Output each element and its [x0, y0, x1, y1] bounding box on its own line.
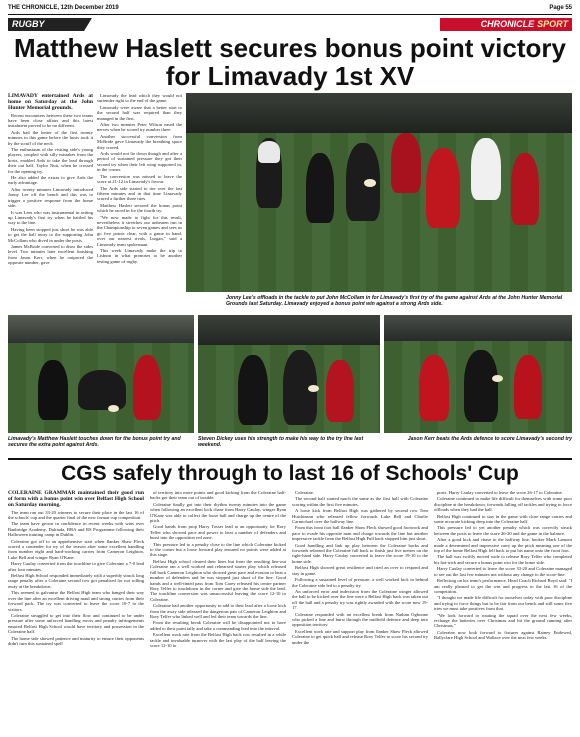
photo-haslett-try	[8, 315, 194, 433]
story2-headline: CGS safely through to last 16 of Schools' Cup	[61, 462, 519, 485]
article-paragraph: James McBride converted to draw the sides level. Two minutes later excellent finishing from Jason Kerr, when he outpaced the opposite number, gave	[8, 243, 93, 266]
article-paragraph: Reflecting on his team's performance, Head Coach Richard Boyd said: "I am really pleased to get the win and progress to the last 16 of the competition.	[434, 578, 572, 594]
article-paragraph: Coleraine had another opportunity to add to their lead after a loose kick from the away side released the dangerous pair of Cameron Leighton and Rory Telfer who linked well and led their team towards the line.	[150, 603, 286, 619]
article-paragraph: Limavady the lead which they would not surrender right to the end of the game.	[97, 93, 182, 104]
article-paragraph: After two minutes Peter Wilson eased the nerves when he scored try number three.	[97, 122, 182, 133]
article-paragraph: Coleraine got off to an apprehensive start when flanker Shaw Fleck scored a contender for try of the season after some excellent handling from number eight and hard-working carries from Cameron Leighton, Luke Bell and winger Ryan O'Kane.	[8, 538, 144, 560]
photo-caption-haslett: Limavady's Matthew Haslett touches down for the bonus point try and secures the extra point against Ards.	[8, 436, 181, 448]
photo-kerr	[384, 315, 572, 433]
article-paragraph: Coleraine struggled to get into their flow and continued to be under pressure after some unforced handling errors and penalty infringements ensured Belfast High School would have territory and possession in the Coleraine half.	[8, 612, 144, 635]
article-paragraph: "We look forward to rotating the squad over the next few weeks, recharge the batteries over Christmas and hit the ground running after Christmas."	[434, 612, 572, 629]
article-paragraph: Coleraine continued to make life difficult for themselves with some poor discipline at the breakdown, forwards falling off tackles and trying to force offloads when they had the ball.	[434, 496, 572, 513]
story2-column-1	[8, 490, 144, 730]
article-paragraph: This week Limavady make the trip to Lisburn in what promises to be another testing game of rugby.	[97, 247, 182, 264]
article-paragraph: Good hands from prop Harry Tosser lead to an opportunity for Rory Telfer who showed pace and power to beat a number of defenders and burst into the opposition red zone.	[150, 524, 286, 541]
article-paragraph: After twenty minutes Limavady introduced Jonny Lee off the bench and this was to trigger a positive response from the home side.	[8, 186, 93, 209]
page-number: Page 55	[549, 5, 572, 11]
article-paragraph: Coleraine finally got into their rhythm twenty minutes into the game when following an excellent kick chase from Harry Caulay, winger Ryan O'Kane was able to collect the loose ball and charge up the centre of the pitch.	[150, 501, 286, 524]
article-paragraph: Belfast High School responded immediately with a superbly struck long range penalty after a Coleraine second row got penalised for not rolling away at the breakdown.	[8, 573, 144, 589]
article-paragraph: Ards had the better of the first twenty minutes in this game before the hosts took it by the scruff of the neck.	[8, 129, 93, 146]
article-paragraph: The second half started much the same as the first half with Coleraine scoring within the first five minutes.	[292, 496, 428, 507]
section-divider	[8, 458, 572, 460]
story2-column-3	[292, 490, 428, 730]
article-paragraph: Matthew Haslett secured the bonus point which he raced in for the fourth try.	[97, 202, 182, 214]
article-paragraph: Belfast High continued to stay in the game with close range carries and some accurate kicking deep into the Coleraine half.	[434, 513, 572, 525]
article-paragraph: The Ards side started to tire over the last fifteen minutes and in that time Limavady scored a further three tries.	[97, 185, 182, 202]
paper-date: THE CHRONICLE, 12th December 2019	[8, 5, 119, 11]
brand-sport: SPORT	[537, 19, 568, 29]
article-paragraph: The team have grown in confidence in recent weeks with wins over Banbridge Academy, Dalriada, BRA and RS Programme following their Halloween training camp in Dublin.	[8, 521, 144, 538]
article-paragraph: Coleraine now look forward to fixtures against Rainey Endowed, Ballyclare High School and Wallace over the next few weeks.	[434, 629, 572, 641]
main-photo-caption: Jonny Lee's offloads in the tackle to put John McCollam in for Limavady's first try of the game against Ards at the John Hunter Memorial Grounds last Saturday. Limavady enjoyed a bonus point win against a strong Ards side.	[226, 295, 563, 307]
article-paragraph: "I thought we made life difficult for ourselves today with poor discipline and trying to force things but to be fair from our bench and still some five tries we must take positives from that.	[434, 595, 572, 612]
photo-caption-dickey: Steven Dickey uses his strength to make his way to the try line last weekend.	[198, 436, 364, 448]
article-paragraph: Harry Caulay converted to leave the score 33-20 and Coleraine managed to see out the last few minutes not without any change to the score-line.	[434, 566, 572, 577]
photo-dickey	[198, 315, 380, 433]
brand-main: CHRONICLE	[480, 19, 535, 29]
article-paragraph: Limavady were aware that a better start to the second half was required than they managed in the first.	[97, 104, 182, 121]
article-paragraph: This seemed to galvanise the Belfast High team who banged their way over the line after an excellent driving maul and strong carries from their forward pack. The try was converted to leave the score 10-7 to the visitors.	[8, 590, 144, 612]
story2-column-4	[434, 490, 572, 730]
masthead-rule	[8, 14, 572, 15]
article-paragraph: Belfast High school cleared their lines but from the resulting line-out Coleraine ran a well worked and rehearsed starter play which released full back Cameron Leighton who showed great pace and evasion to beat a number of defenders and he was stopped just short of the line. Good hands and a well-timed pass from Tom Carey released his centre partner Rory Telfer to touchdown in the corner and give the home side the lead. The touchline conversion was unsuccessful leaving the score 12-10 to Coleraine.	[150, 558, 286, 602]
photo-caption-kerr: Jason Kerr beats the Ards defence to score Limavady's second try	[407, 436, 572, 442]
article-paragraph: Excellent work rate and support play from flanker Shaw Fleck allowed Coleraine to get quick ball and release Rory Telfer to score his second try under the	[292, 628, 428, 645]
main-photo	[186, 93, 572, 292]
article-paragraph: The conversion was missed to leave the score at 21-12 in Limavady's favour.	[97, 173, 182, 185]
article-paragraph: This pressure led to a penalty close to the line which Coleraine kicked to the corner but a loose forward play ensured no points were added at this stage.	[150, 541, 286, 558]
brand-logo	[440, 18, 572, 31]
article-paragraph: Ards would not lie down though and after a period of sustained pressure they got their second try when their left wing supported in, in the corner.	[97, 151, 182, 173]
article-paragraph: of territory into more points and good kicking from the Coleraine half-backs got their team out of trouble.	[150, 490, 286, 501]
article-paragraph: The ball was swiftly moved wide to release Rory Telfer who completed his hat-trick and secure a bonus point win for the home side.	[434, 554, 572, 565]
article-paragraph: Excellent work rate from the Belfast High back row resulted in a while tackle and invaluable turnover with the last play of the half leaving the score 12-10 to	[150, 632, 286, 648]
article-paragraph: Coleraine responded with an excellent break from Nathan Ogbonne who picked a line and burst through the midfield defence and deep into opposition territory.	[292, 611, 428, 628]
story2-column-2	[150, 490, 286, 730]
article-paragraph: Harry Caulay converted from the touchline to give Coleraine a 7-0 lead after four minutes.	[8, 561, 144, 572]
article-paragraph: COLERAINE GRAMMAR maintained their good run of form with a bonus point win over Belfast High School on Saturday morning.	[8, 490, 144, 509]
article-paragraph: After a good kick and chase to the halfway line, hooker Mark Lamont made a determined and impressive carry up the pitch meaning one of the top of the home Belfast High fell back to put his name onto the front foot.	[434, 537, 572, 554]
article-paragraph: This pressure led to yet another penalty which was correctly struck between the posts to leave the score 26-20 and the game in the balance.	[434, 525, 572, 536]
article-paragraph: The team ran out 33-20 winners to secure their place in the last 16 of the schools' cup and the quarter final of the new format cup competition.	[8, 509, 144, 521]
article-paragraph: Recent encounters between these two teams have been close affairs and this latest instalment proved to be no different.	[8, 112, 93, 129]
article-paragraph: LIMAVADY entertained Ards at home on Saturday at the John Hunter Memorial grounds.	[8, 93, 93, 112]
article-paragraph: It was Lees who was instrumental in setting up Limavady's first try when he battled his way to the line.	[8, 209, 93, 226]
article-paragraph: Belfast High showed great resilience and tried an over to respond and stay in game.	[292, 565, 428, 576]
article-paragraph: "We now made to fight for this result, nevertheless it stretches our unbeaten run in the Championship to seven games and sees us go five points clear, with a game in hand, over our nearest rivals, Lurgan," said a Limavady team spokesman.	[97, 214, 182, 247]
article-paragraph: From this front foot ball flanker Shaw Fleck showed good footwork and pace to evade his opposite man and charge towards the line but another impressive tackle from the Belfast High Full back stopped him just short.	[292, 525, 428, 542]
article-paragraph: An unforced error and indecision from the Coleraine winger allowed the ball to be kicked over the line were a Belfast High back was taken out off the ball and a penalty try was rightly awarded with the score now 19-17.	[292, 588, 428, 611]
article-paragraph: Coleraine.	[295, 490, 315, 495]
article-paragraph: A loose kick from Belfast High was gathered by second row Tom Hutchinson who released fellow forwards Luke Bell and Charlie Carmichael over the halfway line.	[292, 508, 428, 525]
article-paragraph: The home side showed patience and maturity to ensure their opponents didn't turn this sustained spell	[8, 635, 144, 646]
article-paragraph: Good handling and link up play between the Coleraine backs and forwards released the Coleraine full back to finish just five metres on the right-hand side. Harry Caulay converted to leave the score 19-10 to the home side.	[292, 542, 428, 564]
story1-column-1	[8, 93, 93, 311]
article-paragraph: He also added the extras to give Ards the early advantage.	[8, 175, 93, 186]
article-paragraph: Following a sustained level of pressure, a well worked kick in behind the Coleraine side led to a penalty try.	[292, 577, 428, 588]
section-tag-rugby: RUGBY	[8, 18, 84, 31]
article-paragraph: From the resulting break Coleraine will be disappointed not to have added to their point tally and take a commanding lead into the interval.	[150, 620, 286, 631]
story1-column-2	[97, 93, 182, 311]
article-paragraph: Another successful conversion from McBride gave Limavady the breathing space they craved.	[97, 133, 182, 150]
article-paragraph: The enthusiasm of the visiting side's young players, coupled with silly mistakes from the hosts, enabled Ards to take the lead through their out half, Taylor Nutt, when he crossed for the opening try.	[8, 147, 93, 174]
page-headline: Matthew Haslett secures bonus point victory for Limavady 1st XV	[14, 33, 566, 91]
article-paragraph: Having been stopped just short he was able to get the ball away to the supporting John McCollam who dived in under the posts.	[8, 226, 93, 243]
article-paragraph: posts. Harry Caulay converted to leave the score 26-17 to Coleraine.	[437, 490, 563, 495]
